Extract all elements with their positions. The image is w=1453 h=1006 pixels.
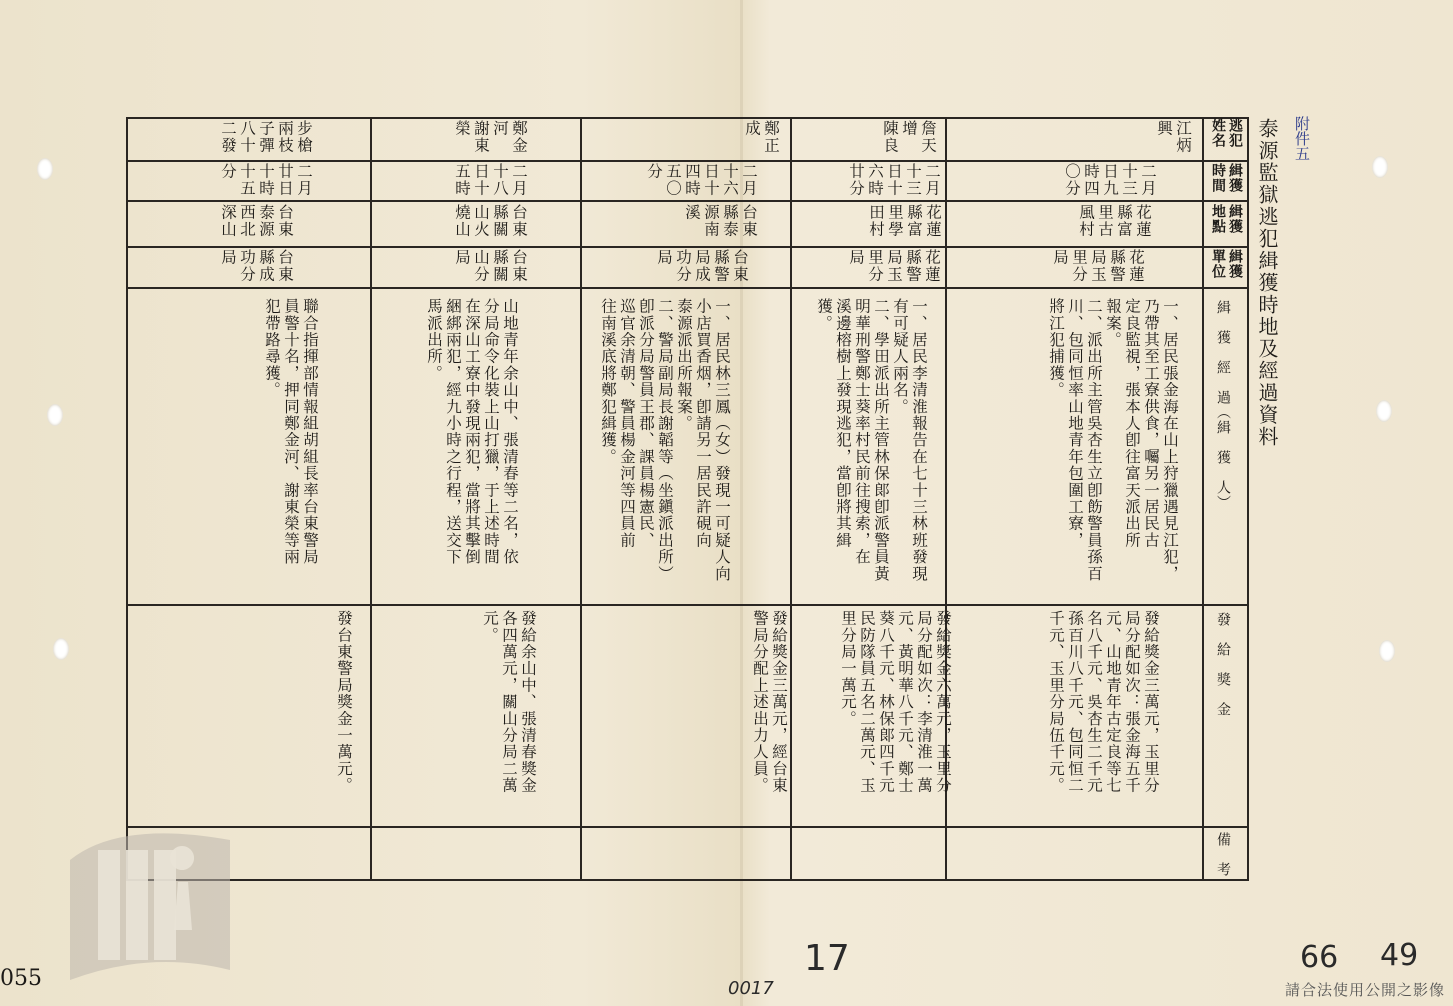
record-divider	[790, 117, 792, 881]
record-name: 鄭金 河 謝東 榮	[453, 120, 528, 154]
record-unit: 花蓮 縣警 局玉 里分 局	[1051, 249, 1145, 283]
record-place: 台東 縣關 山火 燒山	[453, 204, 528, 238]
record-name: 步槍 兩枝 子彈 八十 二發	[219, 120, 313, 154]
record-time: 二月 十八 日十 五時	[453, 163, 528, 197]
handwritten-doc-code: 0017	[728, 978, 774, 999]
record-name: 鄭正 成	[743, 120, 780, 154]
record-place: 台東 泰源 西北 深山	[219, 204, 294, 238]
header-time: 緝獲 時間	[1210, 163, 1243, 193]
attachment-label: 附件五	[1293, 116, 1311, 161]
row-rule	[126, 246, 1248, 248]
row-rule	[126, 287, 1248, 289]
punch-hole	[1376, 400, 1392, 422]
record-unit: 台東 縣成 功分 局	[219, 249, 294, 283]
punch-hole	[1379, 640, 1395, 662]
punch-hole	[47, 404, 63, 426]
record-time: 二月 十三 日十 六時 廿分	[847, 163, 941, 197]
row-rule	[126, 604, 1248, 606]
row-rule	[126, 160, 1248, 162]
record-reward: 發給獎金三萬元，經台東 警局分配上述出力人員。	[751, 610, 788, 794]
record-process: 一、居民林三鳳（女）發現一可疑人向 小店買香烟，卽請另一居民許硯向 泰源派出所報案。 二、警局副局長謝韜等（坐鎭派出所） 卽派分局警員王郡、課員楊憲民、 巡官余清朝、警員楊金河等四員前 往南溪底將鄭犯緝獲。	[599, 298, 731, 582]
header-reward: 發 給 獎 金	[1215, 612, 1231, 717]
record-unit: 花蓮 縣警 局玉 里分 局	[847, 249, 941, 283]
record-reward: 發給獎金六萬元，玉里分 局分配如次：李清淮一萬 元、黃明華八千元、鄭士 葵八千元、林保郞四千元 民防隊員五名二萬元、玉 里分局一萬元。	[839, 610, 952, 794]
header-place: 緝獲 地點	[1210, 204, 1243, 234]
row-rule	[126, 200, 1248, 202]
punch-hole	[1372, 156, 1388, 178]
header-name: 逃犯 姓名	[1210, 118, 1243, 148]
record-time: 二月 十六 日十 四時 五〇 分	[645, 163, 758, 197]
record-reward: 發給余山中、張清春獎金 各四萬元，關山分局二萬 元。	[481, 610, 537, 794]
record-process: 聯合指揮部情報組胡組長率台東警局 員警十名，押同鄭金河、謝東榮等兩 犯帶路尋獲。	[263, 298, 319, 566]
punch-hole	[53, 638, 69, 660]
record-place: 花蓮 縣富 里古 風村	[1077, 204, 1152, 238]
record-time: 二月 廿日 十時 十五 分	[219, 163, 313, 197]
record-name: 詹天 增 陳良	[881, 120, 937, 154]
punch-hole	[37, 158, 53, 180]
document-title: 泰源監獄逃犯緝獲時地及經過資料	[1255, 118, 1279, 448]
header-remark: 備 考	[1215, 832, 1231, 877]
margin-number: 055	[0, 966, 42, 991]
record-reward: 發給獎金三萬元，玉里分 局分配如次：張金海五千 元、山地青年古定良等七 名八千元、吳杏生二千元 孫百川八千元、包同恒二 千元、玉里分局伍千元。	[1047, 610, 1160, 794]
watermark-notice: 請合法使用公開之影像	[1284, 981, 1445, 999]
handwritten-number: 49	[1380, 938, 1419, 973]
record-process: 一、居民張金海在山上狩獵遇見江犯， 乃帶其至工寮供食，囑另一居民古 定良監視，張本人卽往富天派出所 報案。 二、派出所主管吳杏生立卽飭警員孫百 川、包同恒率山地青年包圍工寮， 將江犯捕獲。	[1047, 298, 1179, 582]
row-rule	[126, 826, 1248, 828]
record-unit: 台東 縣警 局成 功分 局	[655, 249, 749, 283]
record-process: 山地青年余山中、張清春等二名，依 分局命令化裝上山打獵，于上述時間 在深山工寮中發現兩犯，當將其擊倒 綑綁兩犯，經九小時之行程，送交下 馬派出所。	[425, 298, 519, 566]
header-process: 緝 獲 經 過（緝 獲 人）	[1215, 300, 1231, 510]
record-reward: 發台東警局獎金一萬元。	[335, 610, 353, 794]
record-process: 一、居民李清淮報告在七十三林班發現 有可疑人兩名。 二、學田派出所主管林保郞卽派警員黃 明華刑警鄭士葵率村民前往搜索，在 溪邊榕樹上發現逃犯，當卽將其緝 獲。	[815, 298, 928, 582]
record-divider	[580, 117, 582, 881]
handwritten-number: 66	[1300, 940, 1339, 975]
header-unit: 緝獲 單位	[1210, 249, 1243, 279]
record-place: 花蓮 縣富 里學 田村	[867, 204, 942, 238]
record-divider	[1202, 117, 1204, 881]
record-time: 二月 十三 日九 時四 〇分	[1063, 163, 1157, 197]
handwritten-page-number: 17	[804, 938, 850, 979]
record-name: 江炳 興	[1155, 120, 1192, 154]
record-place: 台東 縣泰 源南 溪	[683, 204, 758, 238]
record-unit: 台東 縣關 山分 局	[453, 249, 528, 283]
archive-logo	[60, 820, 240, 990]
record-divider	[370, 117, 372, 881]
